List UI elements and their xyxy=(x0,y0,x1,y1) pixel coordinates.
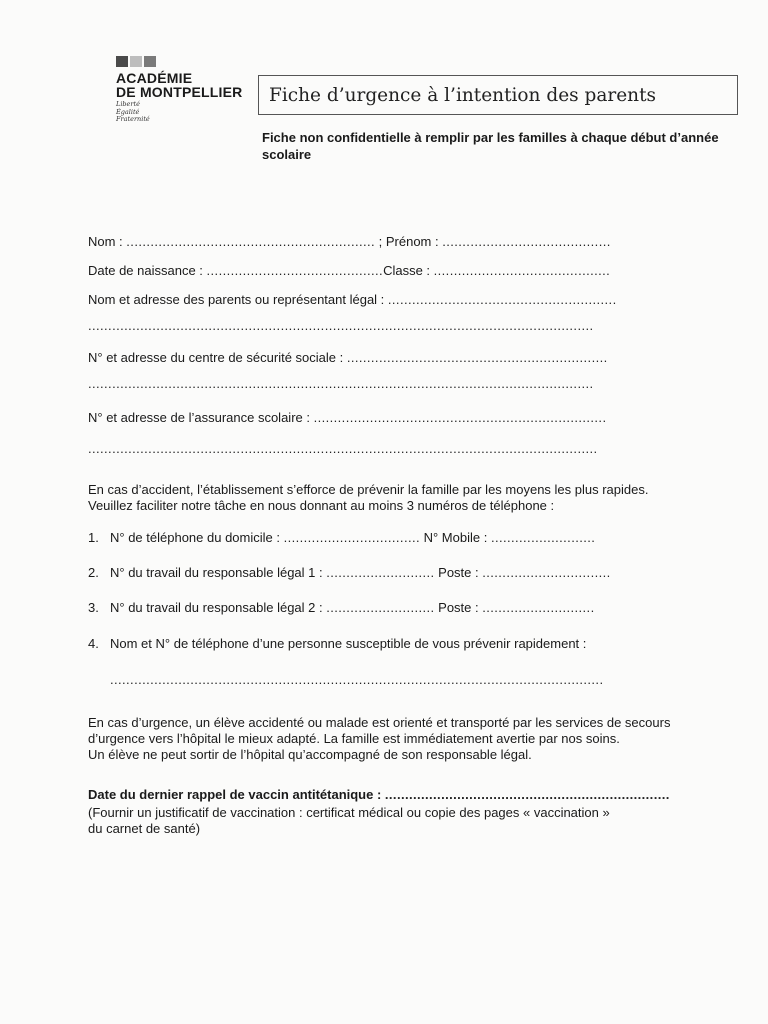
nom-prenom-row xyxy=(88,234,611,250)
phone-item-4 xyxy=(88,636,586,652)
institution-line1: ACADÉMIE xyxy=(116,70,193,86)
travail1-field[interactable]: ........................... xyxy=(326,565,435,580)
assurance-field[interactable]: ......................................................................... xyxy=(313,410,607,425)
poste1-field[interactable]: ................................ xyxy=(482,565,611,580)
parents-label: Nom et adresse des parents ou représentant légal : xyxy=(88,292,388,307)
mobile-label: N° Mobile : xyxy=(420,530,491,545)
motto-fraternite: Fraternité xyxy=(116,115,150,123)
nom-field[interactable]: .............................................................. xyxy=(126,234,376,249)
travail1-label: N° du travail du responsable légal 1 : xyxy=(110,565,327,580)
assurance-row-2 xyxy=(88,441,598,457)
poste2-field[interactable]: ............................ xyxy=(482,600,595,615)
poste2-label: Poste : xyxy=(434,600,483,615)
vaccin-note-line1: (Fournir un justificatif de vaccination : certificat médical ou copie des pages « vaccination » xyxy=(88,805,610,820)
page-title-box xyxy=(258,75,738,115)
secu-field[interactable]: ................................................................. xyxy=(346,350,608,365)
secu-field-2[interactable]: .............................................................................................................................. xyxy=(88,376,594,391)
item-number: 3. xyxy=(88,600,99,615)
item-number: 1. xyxy=(88,530,99,545)
academy-logo xyxy=(116,56,242,124)
domicile-field[interactable]: .................................. xyxy=(283,530,420,545)
mobile-field[interactable]: .......................... xyxy=(490,530,596,545)
phone-item-3 xyxy=(88,600,595,616)
assurance-label: N° et adresse de l’assurance scolaire : xyxy=(88,410,314,425)
accident-intro-line1: En cas d’accident, l’établissement s’efforce de prévenir la famille par les moyens les plus rapides. xyxy=(88,482,649,497)
republic-flag-icon xyxy=(116,56,242,67)
secu-row-2 xyxy=(88,376,594,392)
accident-intro-line2: Veuillez faciliter notre tâche en nous donnant au moins 3 numéros de téléphone : xyxy=(88,498,555,513)
parents-row xyxy=(88,292,617,308)
urgence-line2: d’urgence vers l’hôpital le mieux adapté. La famille est immédiatement avertie par nos soins. xyxy=(88,731,620,746)
travail2-field[interactable]: ........................... xyxy=(326,600,435,615)
secu-label: N° et adresse du centre de sécurité sociale : xyxy=(88,350,347,365)
prenom-label: ; Prénom : xyxy=(375,234,443,249)
parents-field-2[interactable]: .............................................................................................................................. xyxy=(88,318,594,333)
poste1-label: Poste : xyxy=(434,565,483,580)
motto xyxy=(116,101,242,124)
urgence-paragraph xyxy=(88,715,738,763)
prenom-field[interactable]: .......................................... xyxy=(442,234,611,249)
phone-item-1 xyxy=(88,530,595,546)
contact-label: Nom et N° de téléphone d’une personne susceptible de vous prévenir rapidement : xyxy=(110,636,587,651)
nom-label: Nom : xyxy=(88,234,127,249)
contact-field[interactable]: ........................................................................................................................... xyxy=(110,672,604,687)
vaccin-field[interactable]: ....................................................................... xyxy=(384,787,670,802)
urgence-line1: En cas d’urgence, un élève accidenté ou malade est orienté et transporté par les services de secours xyxy=(88,715,671,730)
assurance-field-2[interactable]: ............................................................................................................................... xyxy=(88,441,598,456)
motto-egalite: Égalité xyxy=(116,107,140,116)
parents-row-2 xyxy=(88,318,594,334)
vaccin-note-line2: du carnet de santé) xyxy=(88,821,201,836)
phone-item-4-field-row xyxy=(110,672,603,688)
phone-item-2 xyxy=(88,565,611,581)
item-number: 2. xyxy=(88,565,99,580)
assurance-row xyxy=(88,410,606,426)
travail2-label: N° du travail du responsable légal 2 : xyxy=(110,600,327,615)
naissance-label: Date de naissance : xyxy=(88,263,207,278)
urgence-line3: Un élève ne peut sortir de l’hôpital qu’accompagné de son responsable légal. xyxy=(88,747,532,762)
institution-line2: DE MONTPELLIER xyxy=(116,84,243,100)
naissance-classe-row xyxy=(88,263,610,279)
naissance-field[interactable]: ............................................ xyxy=(206,263,384,278)
accident-intro xyxy=(88,482,728,514)
page-subtitle: Fiche non confidentielle à remplir par les familles à chaque début d’année scolaire xyxy=(262,130,719,162)
parents-field[interactable]: ......................................................... xyxy=(387,292,617,307)
domicile-label: N° de téléphone du domicile : xyxy=(110,530,284,545)
vaccin-label: Date du dernier rappel de vaccin antitétanique : xyxy=(88,787,385,802)
secu-row xyxy=(88,350,608,366)
vaccin-note xyxy=(88,805,738,837)
classe-field[interactable]: ............................................ xyxy=(433,263,611,278)
vaccin-row xyxy=(88,787,670,803)
motto-liberte: Liberté xyxy=(116,100,140,108)
page-title: Fiche d’urgence à l’intention des parents xyxy=(269,84,657,106)
classe-label: Classe : xyxy=(383,263,434,278)
item-number: 4. xyxy=(88,636,99,651)
